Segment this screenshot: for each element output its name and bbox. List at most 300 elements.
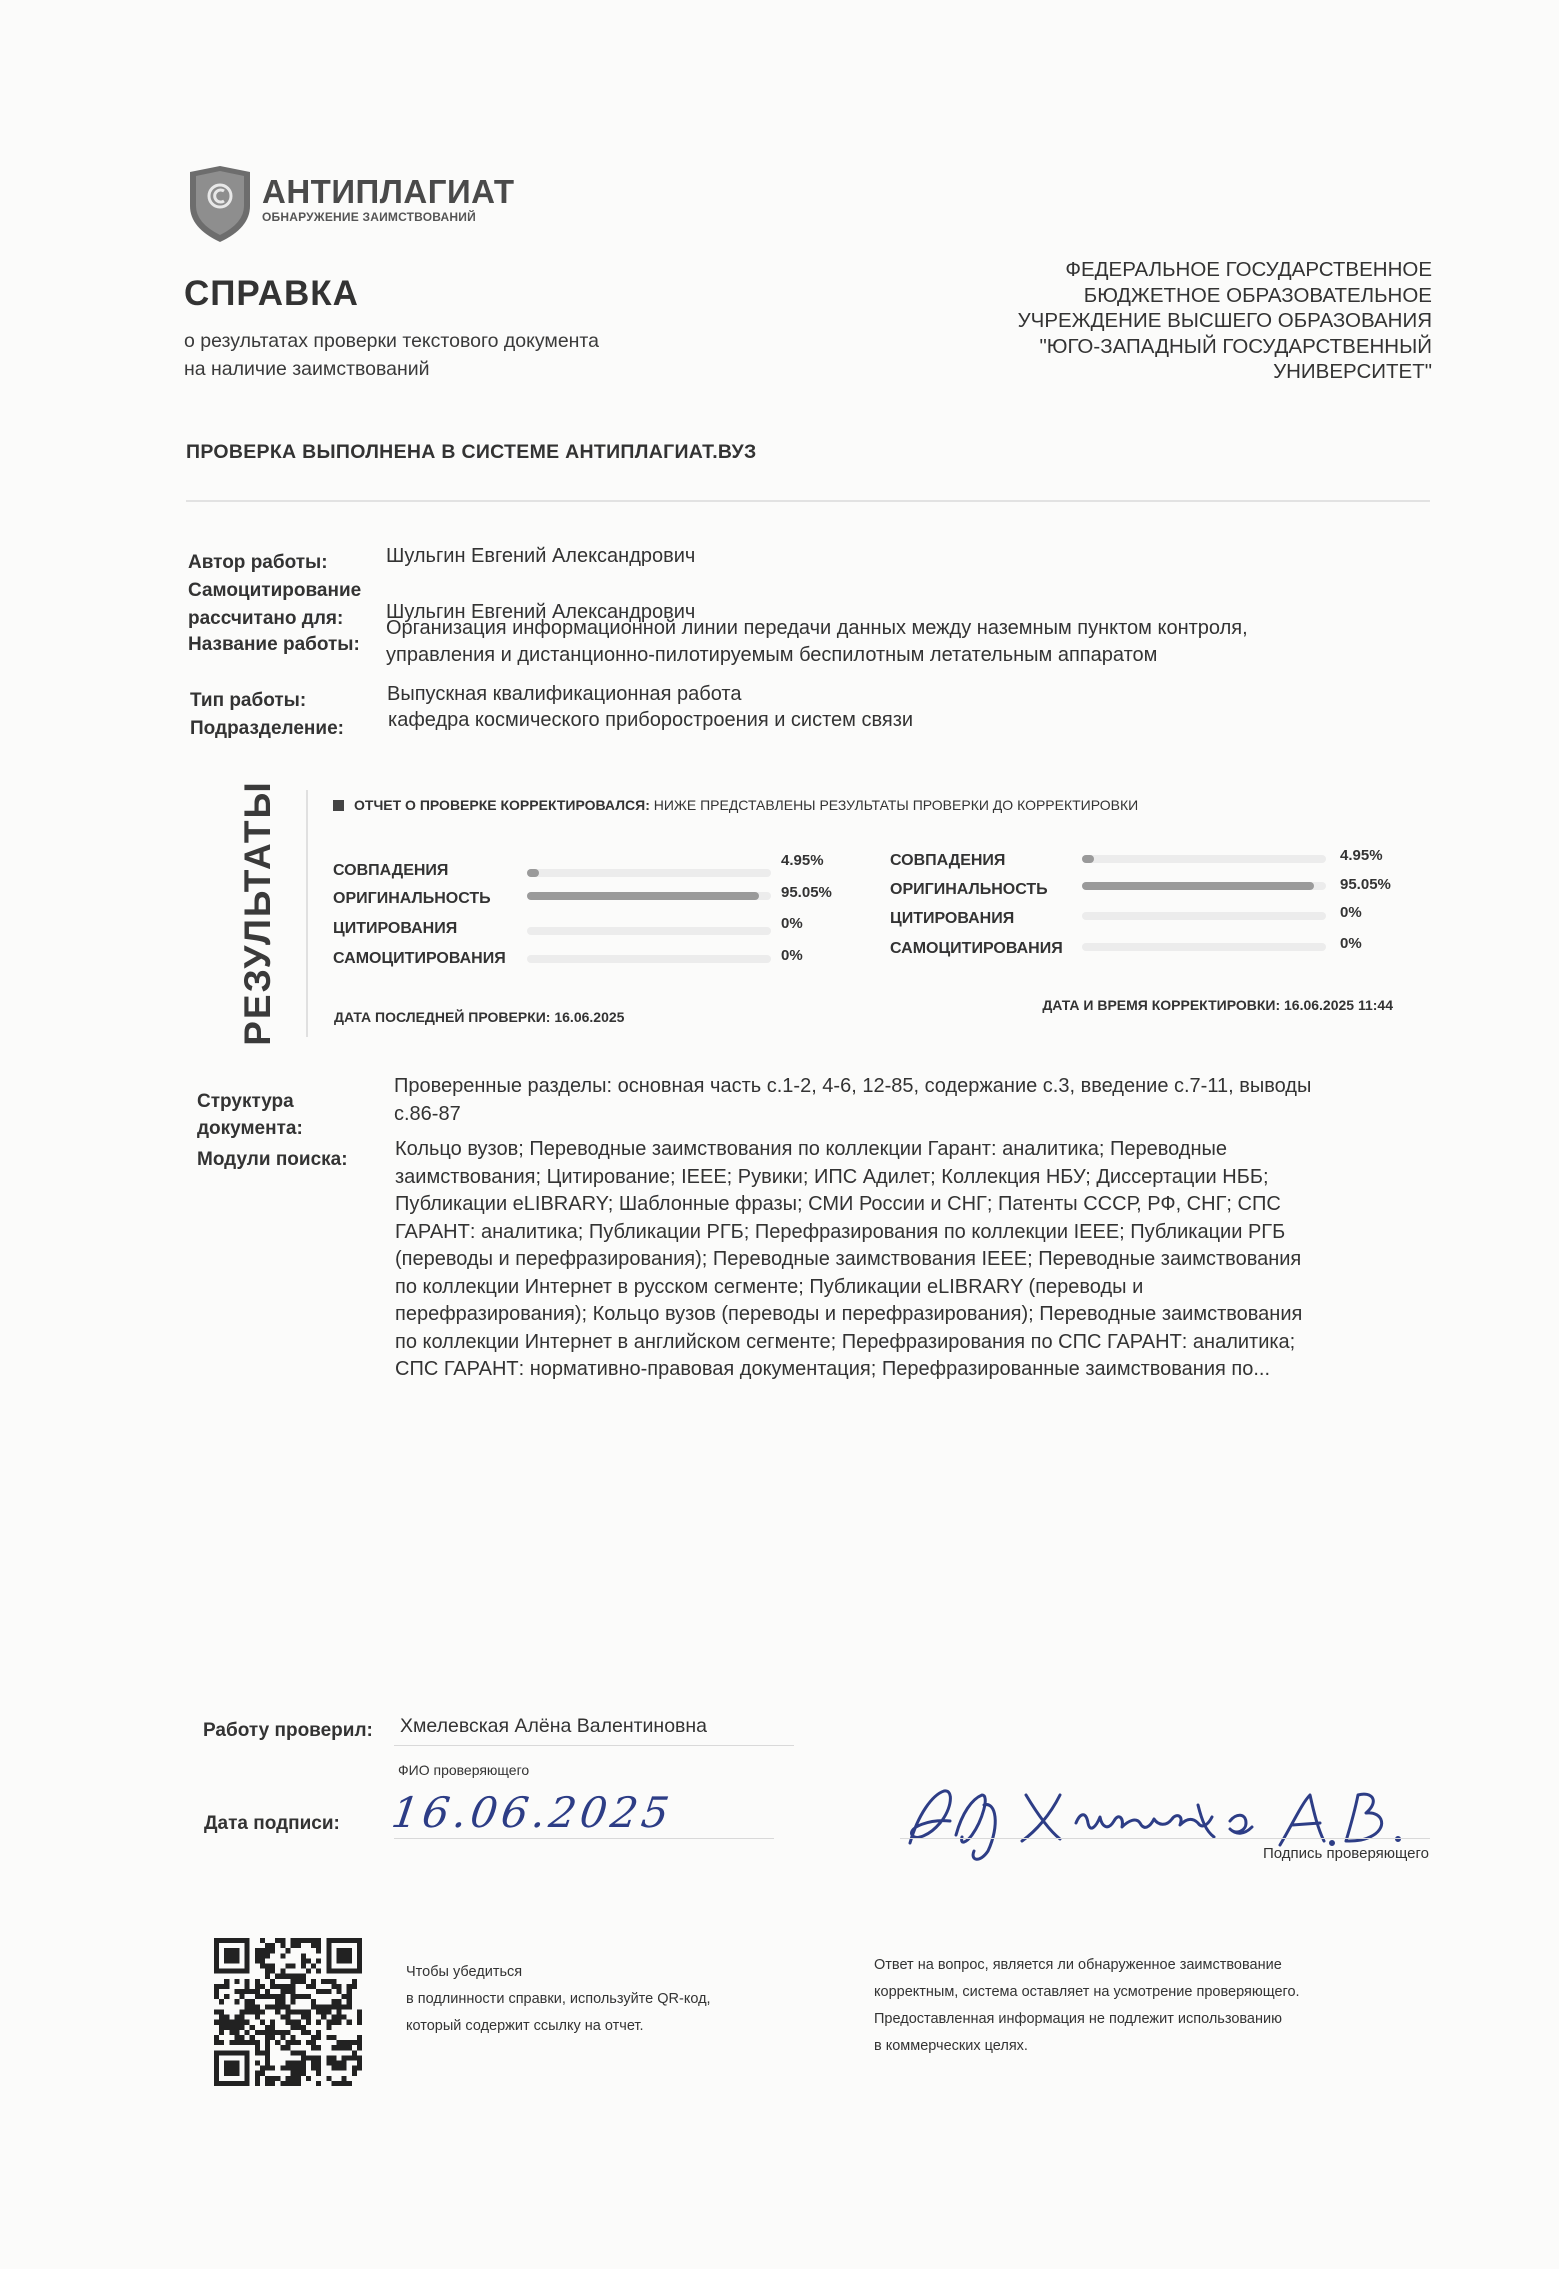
qr-module bbox=[326, 2055, 331, 2060]
qr-module bbox=[301, 2050, 306, 2055]
qr-module bbox=[291, 1938, 296, 1943]
qr-module bbox=[321, 2015, 326, 2020]
qr-module bbox=[357, 2040, 362, 2045]
qr-module bbox=[255, 2045, 260, 2050]
qr-module bbox=[331, 2035, 336, 2040]
qr-module bbox=[265, 2045, 270, 2050]
modules-line: ГАРАНТ: аналитика; Публикации РГБ; Перефразирования по коллекции IEEE; Публикации РГБ bbox=[395, 1220, 1286, 1243]
qr-module bbox=[270, 1943, 275, 1948]
qr-module bbox=[270, 1969, 275, 1974]
qr-module bbox=[301, 1974, 306, 1979]
qr-module bbox=[280, 1938, 285, 1943]
qr-module bbox=[275, 1984, 280, 1989]
qr-module bbox=[291, 2025, 296, 2030]
structure-value bbox=[394, 1073, 1434, 1128]
qr-module bbox=[296, 2040, 301, 2045]
qr-module bbox=[306, 1969, 311, 1974]
qr-module bbox=[270, 2030, 275, 2035]
qr-module bbox=[250, 1989, 255, 1994]
qr-module bbox=[342, 2076, 347, 2081]
qr-module bbox=[342, 2015, 347, 2020]
qr-module bbox=[234, 2030, 239, 2035]
selfcite-value: Шульгин Евгений Александрович bbox=[386, 601, 696, 623]
qr-module bbox=[224, 2015, 229, 2020]
qr-module bbox=[234, 2035, 239, 2040]
qr-module bbox=[347, 2055, 352, 2060]
qr-module bbox=[301, 2015, 306, 2020]
qr-module bbox=[342, 2055, 347, 2060]
qr-module bbox=[301, 2066, 306, 2071]
qr-module bbox=[352, 2055, 357, 2060]
qr-module bbox=[291, 2020, 296, 2025]
qr-module bbox=[342, 2045, 347, 2050]
qr-module bbox=[301, 2025, 306, 2030]
qr-module bbox=[219, 2030, 224, 2035]
qr-module bbox=[224, 1984, 229, 1989]
qr-module bbox=[234, 2015, 239, 2020]
qr-module bbox=[296, 2060, 301, 2065]
qr-module bbox=[265, 1964, 270, 1969]
checker-underline bbox=[394, 1745, 794, 1746]
qr-module bbox=[260, 1938, 265, 1943]
qr-module bbox=[296, 1974, 301, 1979]
qr-module bbox=[285, 1974, 290, 1979]
qr-module bbox=[296, 1979, 301, 1984]
selfcite-label bbox=[188, 577, 361, 633]
qr-module bbox=[301, 2030, 306, 2035]
qr-module bbox=[336, 2009, 341, 2014]
metric-label: САМОЦИТИРОВАНИЯ bbox=[333, 950, 506, 967]
qr-module bbox=[280, 2045, 285, 2050]
qr-module bbox=[250, 2035, 255, 2040]
qr-module bbox=[250, 2004, 255, 2009]
qr-finder bbox=[336, 1948, 351, 1963]
bullet-square-icon bbox=[333, 800, 344, 811]
qr-module bbox=[326, 2060, 331, 2065]
qr-module bbox=[280, 2035, 285, 2040]
disclaimer-line: Предоставленная информация не подлежит использованию bbox=[874, 2011, 1282, 2027]
qr-module bbox=[296, 1994, 301, 1999]
qr-module bbox=[331, 1999, 336, 2004]
qr-module bbox=[265, 1989, 270, 1994]
qr-module bbox=[285, 2060, 290, 2065]
qr-module bbox=[331, 2045, 336, 2050]
qr-module bbox=[219, 1984, 224, 1989]
qr-module bbox=[265, 2025, 270, 2030]
qr-module bbox=[280, 2030, 285, 2035]
qr-module bbox=[326, 2025, 331, 2030]
qr-module bbox=[316, 1989, 321, 1994]
metric-bar bbox=[527, 927, 771, 935]
last-check-date: ДАТА ПОСЛЕДНЕЙ ПРОВЕРКИ: 16.06.2025 bbox=[334, 1009, 625, 1025]
qr-module bbox=[280, 2066, 285, 2071]
qr-module bbox=[240, 2015, 245, 2020]
qr-module bbox=[270, 1964, 275, 1969]
qr-module bbox=[336, 2060, 341, 2065]
qr-module bbox=[316, 2020, 321, 2025]
qr-module bbox=[357, 2015, 362, 2020]
qr-module bbox=[214, 1984, 219, 1989]
qr-module bbox=[347, 1989, 352, 1994]
qr-module bbox=[255, 2060, 260, 2065]
qr-module bbox=[336, 2040, 341, 2045]
qr-module bbox=[306, 2015, 311, 2020]
qr-module bbox=[296, 2071, 301, 2076]
date-underline bbox=[394, 1838, 774, 1839]
metric-bar bbox=[527, 869, 771, 877]
qr-module bbox=[336, 2015, 341, 2020]
qr-module bbox=[336, 1984, 341, 1989]
correction-note-bold: ОТЧЕТ О ПРОВЕРКЕ КОРРЕКТИРОВАЛСЯ: bbox=[354, 797, 650, 813]
qr-module bbox=[301, 1953, 306, 1958]
qr-module bbox=[326, 2035, 331, 2040]
qr-module bbox=[245, 1979, 250, 1984]
qr-module bbox=[214, 2009, 219, 2014]
qr-module bbox=[240, 2025, 245, 2030]
qr-module bbox=[316, 2055, 321, 2060]
fio-caption: ФИО проверяющего bbox=[398, 1762, 530, 1778]
qr-module bbox=[229, 2025, 234, 2030]
qr-module bbox=[245, 2004, 250, 2009]
qr-module bbox=[316, 1943, 321, 1948]
work-title-label: Название работы: bbox=[188, 634, 360, 655]
modules-line: Кольцо вузов; Переводные заимствования по коллекции Гарант: аналитика; Переводные bbox=[395, 1138, 1228, 1160]
qr-module bbox=[234, 2040, 239, 2045]
department-value: кафедра космического приборостроения и систем связи bbox=[388, 709, 914, 731]
qr-text-line: который содержит ссылку на отчет. bbox=[406, 2018, 644, 2034]
qr-module bbox=[234, 1999, 239, 2004]
qr-module bbox=[311, 1984, 316, 1989]
qr-module bbox=[296, 2081, 301, 2086]
qr-module bbox=[270, 1948, 275, 1953]
qr-module bbox=[357, 2035, 362, 2040]
modules-line: по коллекции Интернет в русском сегменте; Публикации eLIBRARY (переводы и bbox=[395, 1275, 1144, 1298]
metric-value: 0% bbox=[1340, 935, 1362, 952]
qr-module bbox=[214, 2035, 219, 2040]
qr-module bbox=[285, 2030, 290, 2035]
qr-module bbox=[270, 2035, 275, 2040]
qr-module bbox=[291, 2009, 296, 2014]
qr-module bbox=[331, 2020, 336, 2025]
qr-module bbox=[291, 1943, 296, 1948]
qr-module bbox=[265, 2060, 270, 2065]
metric-bar bbox=[1082, 912, 1326, 920]
qr-module bbox=[331, 1979, 336, 1984]
qr-module bbox=[219, 2040, 224, 2045]
qr-module bbox=[270, 2020, 275, 2025]
qr-module bbox=[234, 1989, 239, 1994]
qr-module bbox=[270, 2004, 275, 2009]
qr-module bbox=[301, 2060, 306, 2065]
qr-module bbox=[280, 1974, 285, 1979]
qr-module bbox=[245, 1989, 250, 1994]
qr-module bbox=[311, 1938, 316, 1943]
org-line: УНИВЕРСИТЕТ" bbox=[1273, 360, 1432, 383]
qr-module bbox=[347, 2040, 352, 2045]
qr-module bbox=[275, 1974, 280, 1979]
qr-module bbox=[285, 2045, 290, 2050]
metric-value: 0% bbox=[781, 915, 803, 932]
org-line: "ЮГО-ЗАПАДНЫЙ ГОСУДАРСТВЕННЫЙ bbox=[1039, 334, 1432, 358]
qr-module bbox=[291, 2076, 296, 2081]
qr-module bbox=[260, 2050, 265, 2055]
qr-module bbox=[234, 2020, 239, 2025]
qr-module bbox=[229, 2030, 234, 2035]
qr-module bbox=[275, 2030, 280, 2035]
qr-module bbox=[255, 2030, 260, 2035]
qr-module bbox=[240, 2035, 245, 2040]
qr-module bbox=[285, 1948, 290, 1953]
qr-module bbox=[255, 1953, 260, 1958]
document-title: СПРАВКА bbox=[184, 274, 359, 313]
qr-module bbox=[260, 1964, 265, 1969]
results-vertical-title bbox=[214, 780, 304, 1046]
qr-module bbox=[240, 2020, 245, 2025]
sign-date-label: Дата подписи: bbox=[204, 1813, 340, 1834]
correction-datetime: ДАТА И ВРЕМЯ КОРРЕКТИРОВКИ: 16.06.2025 11:44 bbox=[1042, 997, 1393, 1013]
qr-module bbox=[306, 1994, 311, 1999]
qr-module bbox=[291, 2081, 296, 2086]
qr-module bbox=[311, 1964, 316, 1969]
correction-note bbox=[333, 797, 1138, 813]
qr-module bbox=[270, 2066, 275, 2071]
qr-module bbox=[219, 2025, 224, 2030]
qr-module bbox=[311, 2066, 316, 2071]
qr-module bbox=[285, 2076, 290, 2081]
qr-module bbox=[224, 1994, 229, 1999]
qr-module bbox=[275, 1938, 280, 1943]
qr-module bbox=[245, 2020, 250, 2025]
qr-module bbox=[255, 2009, 260, 2014]
qr-module bbox=[311, 2035, 316, 2040]
qr-module bbox=[219, 1999, 224, 2004]
qr-module bbox=[219, 2009, 224, 2014]
metric-value: 95.05% bbox=[781, 884, 832, 901]
qr-module bbox=[331, 2004, 336, 2009]
qr-module bbox=[285, 2009, 290, 2014]
qr-module bbox=[280, 1989, 285, 1994]
qr-text-line: в подлинности справки, используйте QR-код, bbox=[406, 1991, 711, 2007]
qr-module bbox=[285, 2015, 290, 2020]
qr-module bbox=[291, 1999, 296, 2004]
qr-module bbox=[311, 2045, 316, 2050]
qr-module bbox=[316, 2035, 321, 2040]
qr-module bbox=[296, 2009, 301, 2014]
qr-module bbox=[331, 2081, 336, 2086]
qr-module bbox=[291, 2071, 296, 2076]
metric-label: СОВПАДЕНИЯ bbox=[333, 862, 449, 879]
subtitle-line: о результатах проверки текстового документа bbox=[184, 330, 599, 352]
qr-module bbox=[224, 2025, 229, 2030]
qr-module bbox=[255, 1958, 260, 1963]
qr-module bbox=[260, 2009, 265, 2014]
qr-module bbox=[291, 2060, 296, 2065]
qr-module bbox=[352, 1979, 357, 1984]
metric-label: САМОЦИТИРОВАНИЯ bbox=[890, 940, 1063, 957]
qr-module bbox=[275, 2040, 280, 2045]
qr-module bbox=[336, 2020, 341, 2025]
qr-module bbox=[326, 2020, 331, 2025]
qr-module bbox=[336, 2081, 341, 2086]
metric-bar bbox=[527, 955, 771, 963]
qr-module bbox=[301, 2055, 306, 2060]
qr-module bbox=[296, 2025, 301, 2030]
metric-label: ОРИГИНАЛЬНОСТЬ bbox=[890, 881, 1048, 898]
org-line: ФЕДЕРАЛЬНОЕ ГОСУДАРСТВЕННОЕ bbox=[1065, 258, 1432, 281]
qr-module bbox=[342, 2060, 347, 2065]
modules-label: Модули поиска: bbox=[197, 1149, 348, 1170]
qr-module bbox=[280, 1969, 285, 1974]
qr-module bbox=[265, 2081, 270, 2086]
disclaimer-line: Ответ на вопрос, является ли обнаруженное заимствование bbox=[874, 1957, 1282, 1973]
qr-module bbox=[326, 2009, 331, 2014]
qr-module bbox=[311, 1999, 316, 2004]
signature-caption: Подпись проверяющего bbox=[1262, 1845, 1429, 1862]
system-check-heading: ПРОВЕРКА ВЫПОЛНЕНА В СИСТЕМЕ АНТИПЛАГИАТ.ВУЗ bbox=[186, 441, 757, 463]
qr-module bbox=[260, 1958, 265, 1963]
qr-module bbox=[265, 1974, 270, 1979]
qr-module bbox=[265, 2055, 270, 2060]
qr-module bbox=[326, 2076, 331, 2081]
qr-module bbox=[260, 1994, 265, 1999]
qr-module bbox=[357, 2060, 362, 2065]
metric-value: 0% bbox=[1340, 904, 1362, 921]
qr-module bbox=[285, 2081, 290, 2086]
modules-line: (переводы и перефразирования); Переводные заимствования IEEE; Переводные заимствования bbox=[395, 1248, 1302, 1270]
qr-module bbox=[280, 2081, 285, 2086]
qr-code bbox=[214, 1935, 362, 2089]
qr-module bbox=[342, 2004, 347, 2009]
qr-module bbox=[316, 1938, 321, 1943]
qr-module bbox=[291, 2050, 296, 2055]
qr-module bbox=[214, 1989, 219, 1994]
qr-module bbox=[291, 1964, 296, 1969]
qr-module bbox=[245, 2030, 250, 2035]
modules-line: заимствования; Цитирование; IEEE; Рувики; ИПС Адилет; Коллекция НБУ; Диссертации НББ; bbox=[395, 1165, 1269, 1188]
qr-module bbox=[316, 1948, 321, 1953]
qr-module bbox=[280, 1953, 285, 1958]
qr-module bbox=[331, 2060, 336, 2065]
qr-module bbox=[306, 2076, 311, 2081]
qr-module bbox=[316, 2066, 321, 2071]
qr-module bbox=[316, 2009, 321, 2014]
structure-label-line: Структура bbox=[197, 1091, 294, 1112]
qr-module bbox=[347, 2081, 352, 2086]
qr-module bbox=[285, 2020, 290, 2025]
qr-module bbox=[306, 1958, 311, 1963]
qr-module bbox=[260, 2066, 265, 2071]
qr-module bbox=[326, 1989, 331, 1994]
modules-value bbox=[395, 1136, 1445, 1384]
qr-module bbox=[321, 1979, 326, 1984]
department-label: Подразделение: bbox=[190, 718, 344, 739]
document-subtitle bbox=[184, 327, 744, 383]
qr-module bbox=[265, 1969, 270, 1974]
metric-bar-fill bbox=[527, 869, 539, 877]
modules-line: по коллекции Интернет в английском сегменте; Перефразирования по СПС ГАРАНТ: аналитика; bbox=[395, 1330, 1296, 1353]
qr-module bbox=[291, 1974, 296, 1979]
author-value: Шульгин Евгений Александрович bbox=[386, 545, 696, 567]
qr-module bbox=[265, 2076, 270, 2081]
qr-module bbox=[265, 2030, 270, 2035]
qr-module bbox=[275, 2009, 280, 2014]
qr-module bbox=[260, 2020, 265, 2025]
qr-module bbox=[275, 2076, 280, 2081]
qr-module bbox=[265, 1948, 270, 1953]
metric-bar-fill bbox=[527, 892, 759, 900]
qr-module bbox=[347, 2004, 352, 2009]
qr-module bbox=[301, 1994, 306, 1999]
qr-finder bbox=[224, 2060, 239, 2075]
qr-module bbox=[357, 2009, 362, 2014]
qr-module bbox=[265, 2050, 270, 2055]
checker-name: Хмелевская Алёна Валентиновна bbox=[400, 1715, 708, 1737]
qr-module bbox=[311, 2060, 316, 2065]
qr-module bbox=[336, 2066, 341, 2071]
qr-module bbox=[270, 2076, 275, 2081]
disclaimer bbox=[874, 1952, 1434, 2060]
handwritten-date: 16.06.2025 bbox=[388, 1788, 676, 1837]
qr-module bbox=[316, 2004, 321, 2009]
results-title-text: РЕЗУЛЬТАТЫ bbox=[237, 780, 278, 1046]
qr-module bbox=[245, 1984, 250, 1989]
qr-module bbox=[316, 1958, 321, 1963]
author-label: Автор работы: bbox=[188, 552, 328, 573]
metric-value: 4.95% bbox=[781, 852, 824, 869]
qr-module bbox=[250, 2040, 255, 2045]
qr-module bbox=[240, 2009, 245, 2014]
modules-line: Публикации eLIBRARY; Шаблонные фразы; СМИ России и СНГ; Патенты СССР, РФ, СНГ; СПС bbox=[395, 1193, 1281, 1215]
qr-module bbox=[296, 2076, 301, 2081]
qr-module bbox=[270, 2025, 275, 2030]
metric-bar bbox=[1082, 882, 1326, 890]
org-line: УЧРЕЖДЕНИЕ ВЫСШЕГО ОБРАЗОВАНИЯ bbox=[1017, 309, 1432, 332]
qr-module bbox=[296, 2020, 301, 2025]
qr-module bbox=[285, 1989, 290, 1994]
qr-module bbox=[245, 1999, 250, 2004]
qr-module bbox=[285, 2040, 290, 2045]
qr-module bbox=[229, 2020, 234, 2025]
qr-module bbox=[321, 1989, 326, 1994]
qr-module bbox=[255, 1989, 260, 1994]
logo-title: АНТИПЛАГИАТ bbox=[262, 173, 515, 210]
structure-label-line: документа: bbox=[197, 1118, 303, 1139]
signature-underline bbox=[900, 1838, 1430, 1839]
qr-text-line: Чтобы убедиться bbox=[406, 1964, 523, 1980]
qr-module bbox=[342, 2081, 347, 2086]
qr-module bbox=[255, 2015, 260, 2020]
qr-module bbox=[347, 1984, 352, 1989]
qr-module bbox=[285, 2004, 290, 2009]
work-title-value bbox=[386, 615, 1446, 669]
qr-module bbox=[275, 2004, 280, 2009]
qr-module bbox=[224, 2020, 229, 2025]
qr-module bbox=[347, 1999, 352, 2004]
qr-module bbox=[301, 1964, 306, 1969]
structure-value-line: с.86-87 bbox=[394, 1102, 461, 1125]
qr-module bbox=[352, 1984, 357, 1989]
metric-bar bbox=[1082, 855, 1326, 863]
qr-module bbox=[250, 2025, 255, 2030]
qr-module bbox=[347, 1994, 352, 1999]
qr-module bbox=[336, 1999, 341, 2004]
subtitle-line: на наличие заимствований bbox=[184, 358, 430, 380]
qr-module bbox=[265, 1994, 270, 1999]
qr-module bbox=[280, 1943, 285, 1948]
qr-module bbox=[316, 1969, 321, 1974]
qr-module bbox=[357, 2045, 362, 2050]
qr-module bbox=[255, 1948, 260, 1953]
